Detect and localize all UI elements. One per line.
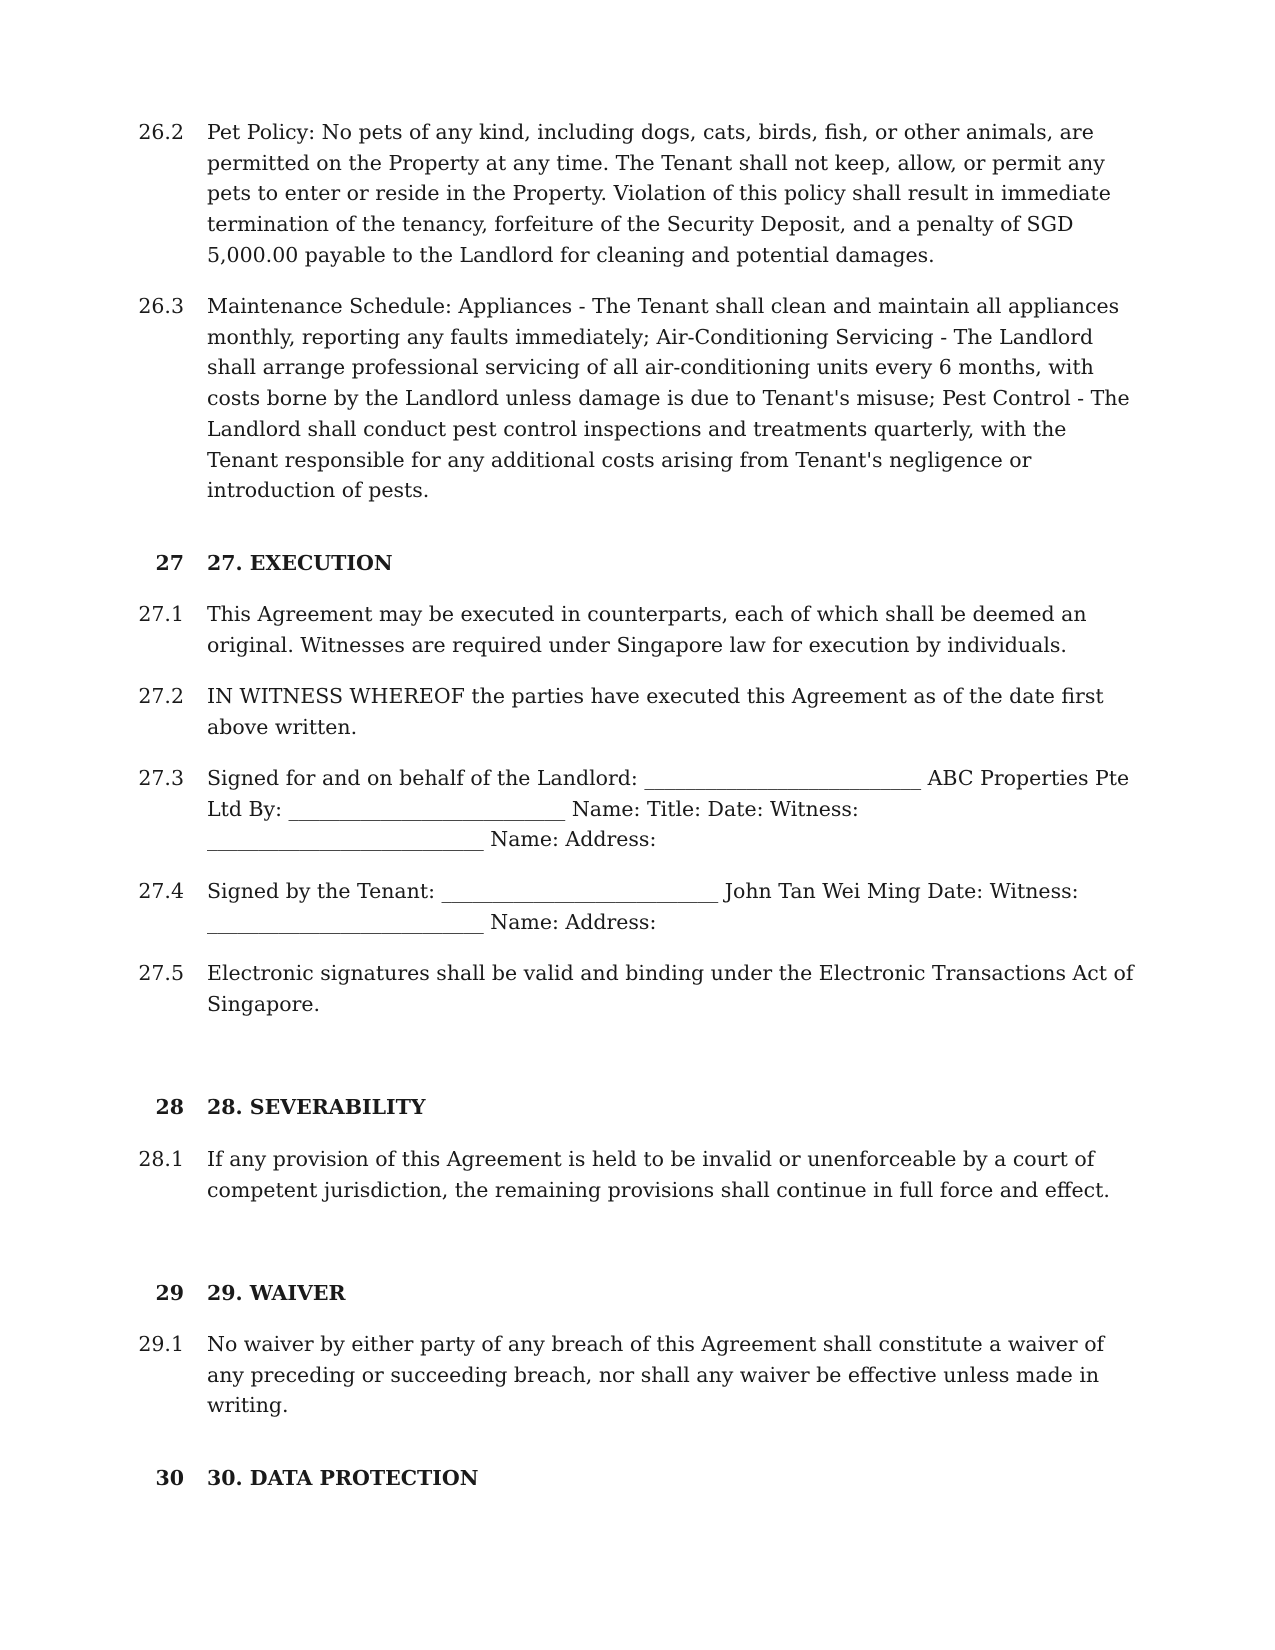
section-number: 29 <box>155 1281 184 1305</box>
clause-number: 27.3 <box>138 766 184 790</box>
section-number: 28 <box>155 1095 184 1119</box>
clause-text: No waiver by either party of any breach of this Agreement shall constitute a waiver of any preceding or succeeding breach, nor shall any waiver be effective unless made in writing. <box>207 1332 1105 1418</box>
section-number: 27 <box>155 551 184 575</box>
clause-text: This Agreement may be executed in counterparts, each of which shall be deemed an original. Witnesses are required under Singapore law for execution by individuals. <box>207 602 1087 657</box>
clause-number: 27.4 <box>138 879 184 903</box>
clause-text: Maintenance Schedule: Appliances - The Tenant shall clean and maintain all appliances monthly, reporting any faults immediately; Air-Conditioning Servicing - The Landlord shall arrange professional servicing of all air-conditioning units every 6 months, with costs borne by the Landlord unless damage is due to Tenant's misuse; Pest Control - The Landlord shall conduct pest control inspections and treatments quarterly, with the Tenant responsible for any additional costs arising from Tenant's negligence or introduction of pests. <box>207 294 1130 503</box>
section-title: 29. WAIVER <box>207 1281 346 1305</box>
section-title: 28. SEVERABILITY <box>207 1095 426 1119</box>
clause-number: 27.2 <box>138 684 184 708</box>
section-title: 27. EXECUTION <box>207 551 393 575</box>
section-title: 30. DATA PROTECTION <box>207 1466 479 1490</box>
clause-number: 28.1 <box>138 1147 184 1171</box>
clause-text: If any provision of this Agreement is held to be invalid or unenforceable by a court of competent jurisdiction, the remaining provisions shall continue in full force and effect. <box>207 1147 1110 1202</box>
clause-text: Signed for and on behalf of the Landlord: ___________________________ ABC Properties Pte Ltd By: ___________________________ Name: Title: Date: Witness: ___________________________ Name: Address: <box>207 766 1130 852</box>
clause-text: Signed by the Tenant: ___________________________ John Tan Wei Ming Date: Witness: ___________________________ Name: Address: <box>207 879 1079 934</box>
clause-text: Pet Policy: No pets of any kind, including dogs, cats, birds, fish, or other animals, are permitted on the Property at any time. The Tenant shall not keep, allow, or permit any pets to enter or reside in the Property. Violation of this policy shall result in immediate termination of the tenancy, forfeiture of the Security Deposit, and a penalty of SGD 5,000.00 payable to the Landlord for cleaning and potential damages. <box>207 120 1111 267</box>
clause-number: 26.2 <box>138 120 184 144</box>
clause-number: 29.1 <box>138 1332 184 1356</box>
clause-number: 27.1 <box>138 602 184 626</box>
clause-number: 26.3 <box>138 294 184 318</box>
clause-text: IN WITNESS WHEREOF the parties have executed this Agreement as of the date first above written. <box>207 684 1104 739</box>
clause-text: Electronic signatures shall be valid and binding under the Electronic Transactions Act of Singapore. <box>207 961 1134 1016</box>
section-number: 30 <box>155 1466 184 1490</box>
clause-number: 27.5 <box>138 961 184 985</box>
